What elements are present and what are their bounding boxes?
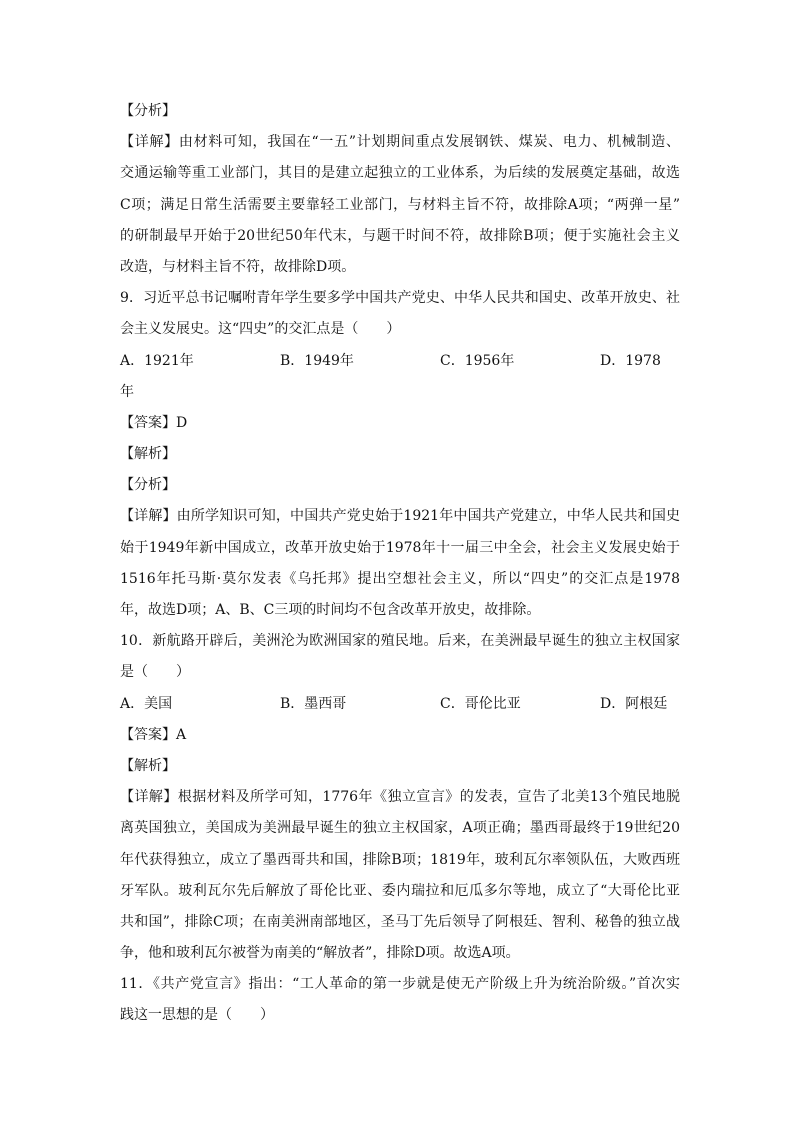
q9-option-c: C．1956年 [440, 352, 515, 369]
q10-stem-line-2: 是（ ） [120, 664, 190, 681]
q10-option-c: C．哥伦比亚 [440, 695, 521, 712]
q8-detail-line-1: 【详解】由材料可知，我国在“一五”计划期间重点发展钢铁、煤炭、电力、机械制造、 [120, 134, 680, 151]
q9-option-d: D．1978 [600, 352, 661, 369]
q9-option-d-wrap: 年 [120, 383, 134, 400]
q9-detail-line-2: 始于1949年新中国成立，改革开放史始于1978年十一届三中全会，社会主义发展史始于 [120, 539, 680, 556]
q9-detail-line-3: 1516年托马斯·莫尔发表《乌托邦》提出空想社会主义，所以“四史”的交汇点是1978 [120, 570, 680, 587]
q8-detail-line-3: C项；满足日常生活需要主要靠轻工业部门，与材料主旨不符，故排除A项；“两弹一星” [120, 196, 680, 213]
q9-answer: 【答案】D [120, 414, 188, 431]
q8-detail-line-4: 的研制最早开始于20世纪50年代末，与题干时间不符，故排除B项；便于实施社会主义 [120, 227, 680, 244]
q9-option-a: A．1921年 [120, 352, 194, 369]
q10-option-a: A．美国 [120, 695, 173, 712]
q9-options [120, 346, 680, 377]
q10-detail-line-2: 离英国独立，美国成为美洲最早诞生的独立主权国家，A项正确；墨西哥最终于19世纪20 [120, 820, 680, 837]
q9-stem-line-1: 9．习近平总书记嘱咐青年学生要多学中国共产党史、中华人民共和国史、改革开放史、社 [120, 290, 680, 307]
q10-explanation-heading: 【解析】 [120, 757, 176, 774]
q8-detail-line-2: 交通运输等重工业部门，其目的是建立起独立的工业体系，为后续的发展奠定基础，故选 [120, 165, 680, 182]
q10-option-d: D．阿根廷 [600, 695, 668, 712]
q10-detail-line-4: 牙军队。玻利瓦尔先后解放了哥伦比亚、委内瑞拉和厄瓜多尔等地，成立了“大哥伦比亚 [120, 882, 680, 899]
q9-detail-line-1: 【详解】由所学知识可知，中国共产党史始于1921年中国共产党建立，中华人民共和国史 [120, 508, 680, 525]
q10-detail-line-1: 【详解】根据材料及所学可知，1776年《独立宣言》的发表，宣告了北美13个殖民地脱 [120, 789, 680, 806]
q9-stem-line-2: 会主义发展史。这“四史”的交汇点是（ ） [120, 321, 401, 338]
q9-detail-line-4: 年，故选D项；A、B、C三项的时间均不包含改革开放史，故排除。 [120, 602, 541, 618]
q11-stem-line-1: 11．《共产党宣言》指出：“工人革命的第一步就是使无产阶级上升为统治阶级。”首次实 [120, 976, 680, 993]
q8-detail-line-5: 改造，与材料主旨不符，故排除D项。 [120, 258, 356, 275]
q10-answer: 【答案】A [120, 726, 187, 743]
document-page [120, 96, 680, 1032]
q11-stem-line-2: 践这一思想的是（ ） [120, 1007, 274, 1024]
analysis-heading: 【分析】 [120, 103, 176, 119]
q10-option-b: B．墨西哥 [280, 695, 347, 712]
q9-explanation-heading: 【解析】 [120, 446, 176, 463]
q10-detail-line-5: 共和国”，排除C项；在南美洲南部地区，圣马丁先后领导了阿根廷、智利、秘鲁的独立战 [120, 913, 680, 930]
q9-analysis-heading: 【分析】 [120, 477, 176, 494]
q10-detail-line-3: 年代获得独立，成立了墨西哥共和国，排除B项；1819年，玻利瓦尔率领队伍，大败西班 [120, 851, 680, 868]
q10-stem-line-1: 10．新航路开辟后，美洲沦为欧洲国家的殖民地。后来，在美洲最早诞生的独立主权国家 [120, 633, 680, 650]
q10-options [120, 689, 680, 720]
q9-option-b: B．1949年 [280, 352, 354, 369]
q10-detail-line-6: 争，他和玻利瓦尔被誉为南美的“解放者”，排除D项。故选A项。 [120, 945, 520, 962]
